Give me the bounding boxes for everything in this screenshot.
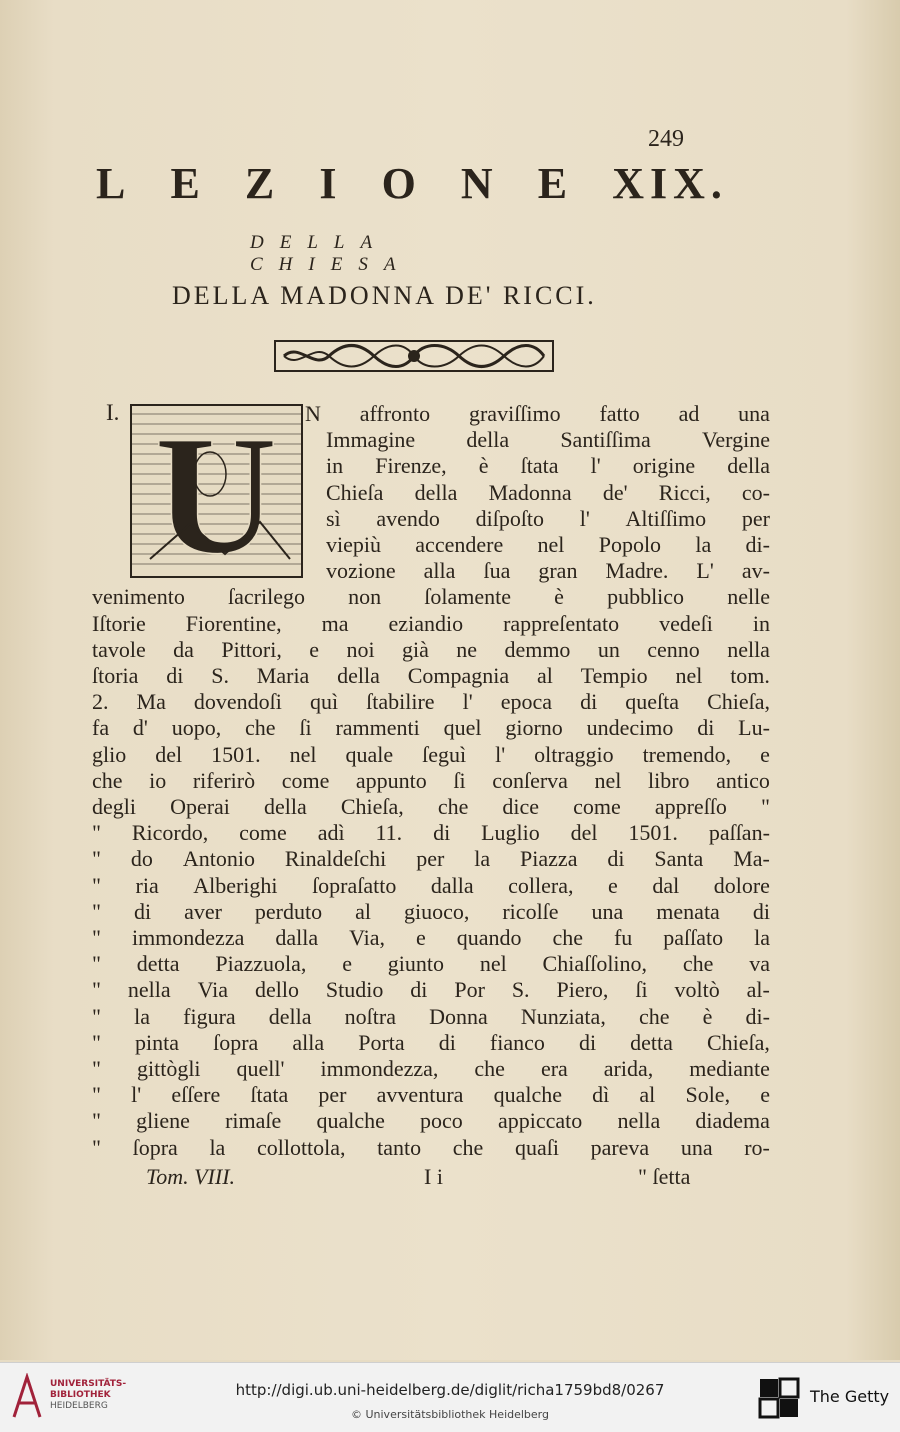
text-line: vozione alla ſua gran Madre. L' av- (326, 558, 770, 583)
title-letter: I (319, 159, 343, 208)
text-line: " Ricordo, come adì 11. di Luglio del 1501. paſſan- (92, 820, 770, 845)
title-letter: L (96, 159, 132, 208)
text-line: Iſtorie Fiorentine, ma eziandio rappreſentato vedeſi in (92, 611, 770, 636)
text-line: " immondezza dalla Via, e quando che fu paſſato la (92, 925, 770, 950)
permalink[interactable]: http://digi.ub.uni-heidelberg.de/diglit/richa1759bd8/0267 (235, 1381, 665, 1399)
ornament-icon (274, 340, 554, 372)
text-line: Immagine della Santiſſima Vergine (326, 427, 770, 452)
viewer-footer (0, 1362, 900, 1432)
text-line: N affronto graviſſimo fatto ad una (305, 401, 770, 426)
library-line: BIBLIOTHEK (50, 1390, 111, 1400)
title-letter: E (170, 159, 206, 208)
text-line: " gliene rimaſe qualche poco appiccato nella diadema (92, 1108, 770, 1133)
text-line: " ria Alberighi ſopraſatto dalla collera, e dal dolore (92, 873, 770, 898)
text-line: in Firenze, è ſtata l' origine della (326, 453, 770, 478)
page-title (96, 158, 728, 209)
copyright-notice: © Universitätsbibliothek Heidelberg (350, 1408, 549, 1421)
text-line: " di aver perduto al giuoco, ricolſe una menata di (92, 899, 770, 924)
text-line: " l' eſſere ſtata per avventura qualche dì al Sole, e (92, 1082, 770, 1107)
text-line: fa d' uopo, che ſi rammenti quel giorno undecimo di Lu- (92, 715, 770, 740)
text-line: ſtoria di S. Maria della Compagnia al Tempio nel tom. (92, 663, 770, 688)
text-line: " detta Piazzuola, e giunto nel Chiaſſolino, che va (92, 951, 770, 976)
text-line: " do Antonio Rinaldeſchi per la Piazza di Santa Ma- (92, 846, 770, 871)
text-line: 2. Ma dovendoſi quì ſtabilire l' epoca di queſta Chieſa, (92, 689, 770, 714)
text-line: glio del 1501. nel quale ſeguì l' oltraggio tremendo, e (92, 742, 770, 767)
text-line: sì avendo diſpoſto l' Altiſſimo per (326, 506, 770, 531)
text-line: " ſopra la collottola, tanto che quaſi pareva una ro- (92, 1135, 770, 1160)
text-line: tavole da Pittori, e noi già ne demmo un cenno nella (92, 637, 770, 662)
text-line: " pinta ſopra alla Porta di fianco di detta Chieſa, (92, 1030, 770, 1055)
library-line: UNIVERSITÄTS- (50, 1379, 127, 1389)
text-line: Chieſa della Madonna de' Ricci, co- (326, 480, 770, 505)
title-letter: XIX. (612, 159, 728, 208)
library-line: HEIDELBERG (50, 1401, 108, 1411)
getty-logo-icon[interactable] (758, 1377, 800, 1419)
title-letter: E (537, 159, 574, 208)
catchword: " ſetta (638, 1164, 691, 1189)
subtitle-madonna: DELLA MADONNA DE' RICCI. (172, 281, 597, 310)
title-letter: Z (244, 159, 281, 208)
decorated-initial-icon (130, 404, 303, 578)
subtitle-church: DELLA CHIESA (250, 232, 412, 275)
text-line: che io riferirò come appunto ſi conſerva nel libro antico (92, 768, 770, 793)
drop-cap-letter: U (154, 404, 278, 578)
text-line: viepiù accendere nel Popolo la di- (326, 532, 770, 557)
signature-tome: Tom. VIII. (146, 1164, 236, 1189)
title-letter: O (381, 159, 422, 208)
partner-name[interactable]: The Getty (810, 1387, 890, 1406)
signature-mark: I i (424, 1164, 443, 1189)
text-line: " la figura della noſtra Donna Nunziata, che è di- (92, 1004, 770, 1029)
page-number: 249 (648, 126, 684, 152)
text-line: " nella Via dello Studio di Por S. Piero, ſi voltò al- (92, 977, 770, 1002)
text-line: venimento ſacrilego non ſolamente è pubblico nelle (92, 584, 770, 609)
section-number: I. (106, 400, 120, 425)
title-letter: N (460, 159, 499, 208)
text-line: degli Operai della Chieſa, che dice come appreſſo " (92, 794, 770, 819)
text-line: " gittògli quell' immondezza, che era arida, mediante (92, 1056, 770, 1081)
